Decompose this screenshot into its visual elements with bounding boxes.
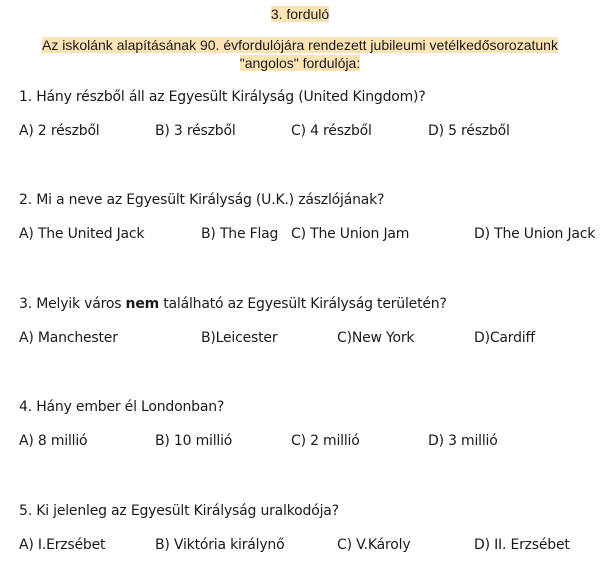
answer-3c: C)New York (337, 330, 415, 346)
answer-3b: B)Leicester (201, 330, 278, 346)
answer-4a: A) 8 millió (19, 433, 88, 449)
quiz-subtitle (20, 36, 580, 72)
answer-4c: C) 2 millió (291, 433, 360, 449)
round-title (0, 6, 600, 23)
answer-1d: D) 5 részből (428, 123, 510, 139)
answer-2d: D) The Union Jack (474, 226, 596, 242)
answer-1a: A) 2 részből (19, 123, 100, 139)
answer-2a: A) The United Jack (19, 226, 145, 242)
answer-3d: D)Cardiff (474, 330, 535, 346)
answer-4b: B) 10 millió (155, 433, 233, 449)
answer-2b: B) The Flag (201, 226, 279, 242)
answer-5b: B) Viktória királynő (155, 537, 285, 553)
answer-5d: D) II. Erzsébet (474, 537, 570, 553)
question-5: 5. Ki jelenleg az Egyesült Királyság uralkodója? (19, 503, 339, 519)
answer-3a: A) Manchester (19, 330, 118, 346)
answer-1c: C) 4 részből (291, 123, 372, 139)
answer-5a: A) I.Erzsébet (19, 537, 106, 553)
question-3-text-after: található az Egyesült Királyság területén? (159, 296, 447, 312)
answer-4d: D) 3 millió (428, 433, 498, 449)
question-3 (19, 296, 447, 312)
subtitle-line-1: Az iskolánk alapításának 90. évfordulójára rendezett jubileumi vetélkedősorozatunk (42, 37, 558, 53)
answer-1b: B) 3 részből (155, 123, 236, 139)
question-3-emphasis: nem (125, 296, 159, 312)
subtitle-line-2: "angolos" fordulója: (239, 55, 361, 71)
answer-2c: C) The Union Jam (291, 226, 410, 242)
question-1: 1. Hány részből áll az Egyesült Királyság (United Kingdom)? (19, 89, 426, 105)
round-title-text: 3. forduló (270, 6, 330, 22)
question-4: 4. Hány ember él Londonban? (19, 399, 225, 415)
question-3-text-before: 3. Melyik város (19, 296, 126, 312)
question-2: 2. Mi a neve az Egyesült Királyság (U.K.) zászlójának? (19, 192, 385, 208)
answer-5c: C) V.Károly (337, 537, 411, 553)
